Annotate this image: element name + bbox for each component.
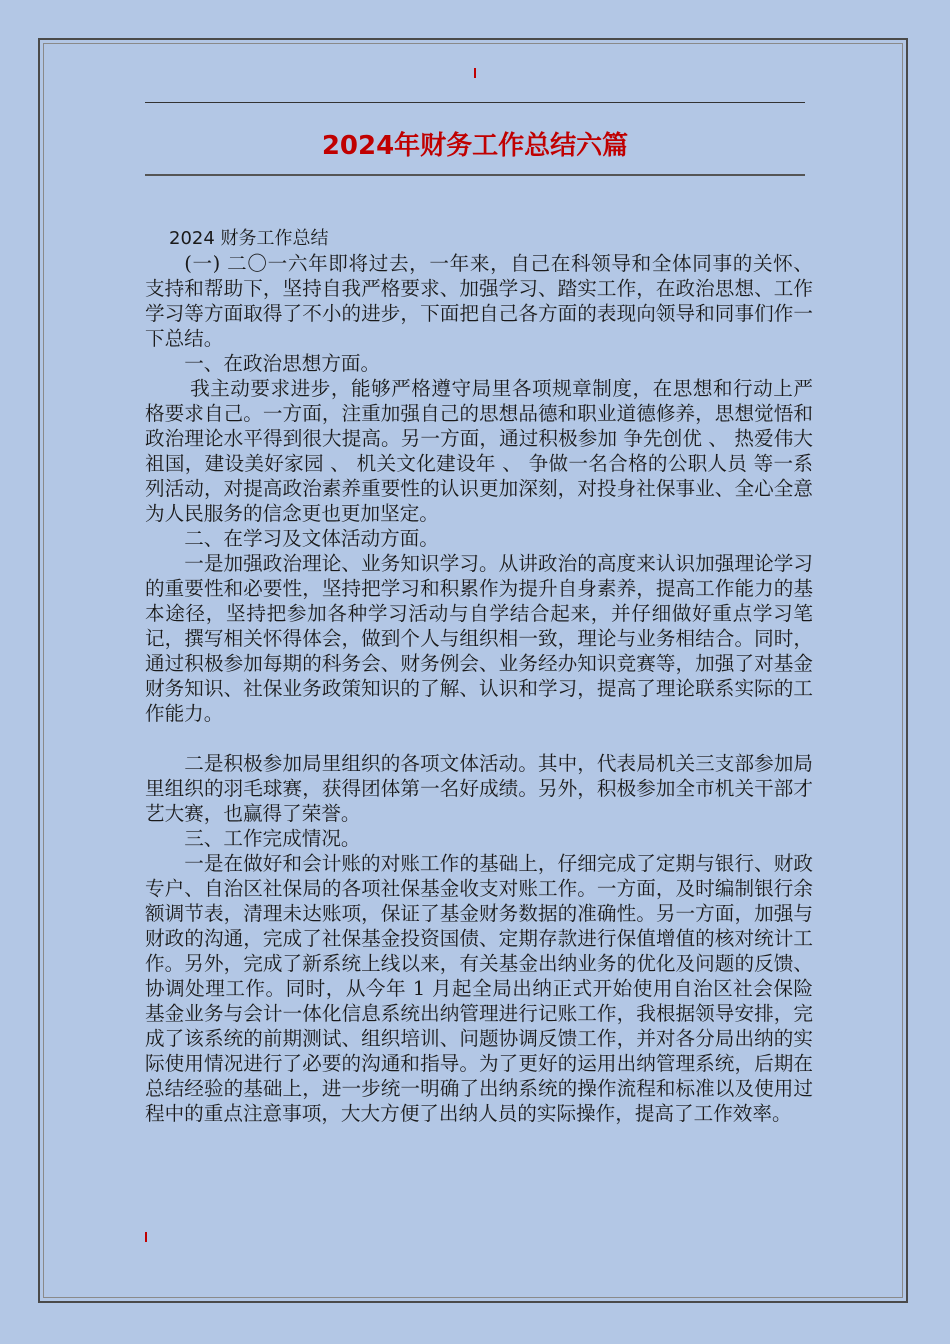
- document-body: [145, 226, 813, 1126]
- paragraph-work: 一是在做好和会计账的对账工作的基础上，仔细完成了定期与银行、财政专户、自治区社保局的各项社保基金收支对账工作。一方面，及时编制银行余额调节表，清理未达账项，保证了基金财务数据的准确性。另一方面，加强与财政的沟通，完成了社保基金投资国债、定期存款进行保值增值的核对统计工作。另外，完成了新系统上线以来，有关基金出纳业务的优化及问题的反馈、协调处理工作。同时，从今年 1 月起全局出纳正式开始使用自治区社会保险基金业务与会计一体化信息系统出纳管理进行记账工作，我根据领导安排，完成了该系统的前期测试、组织培训、问题协调反馈工作，并对各分局出纳的实际使用情况进行了必要的沟通和指导。为了更好的运用出纳管理系统，后期在总结经验的基础上，进一步统一明确了出纳系统的操作流程和标准以及使用过程中的重点注意事项，大大方便了出纳人员的实际操作，提高了工作效率。: [145, 852, 813, 1125]
- subheading-politics: 一、在政治思想方面。: [184, 352, 381, 375]
- subheading-work: 三、工作完成情况。: [184, 827, 361, 850]
- section-heading: 2024 财务工作总结: [169, 228, 329, 249]
- paragraph-study: 一是加强政治理论、业务知识学习。从讲政治的高度来认识加强理论学习的重要性和必要性，坚持把学习和积累作为提升自身素养，提高工作能力的基本途径，坚持把参加各种学习活动与自学结合起来，并仔细做好重点学习笔记，撰写相关怀得体会，做到个人与组织相一致，理论与业务相结合。同时，通过积极参加每期的科务会、财务例会、业务经办知识竞赛等，加强了对基金财务知识、社保业务政策知识的了解、认识和学习，提高了理论联系实际的工作能力。: [145, 552, 813, 725]
- paragraph-politics: 我主动要求进步，能够严格遵守局里各项规章制度，在思想和行动上严格要求自己。一方面，注重加强自己的思想品德和职业道德修养，思想觉悟和政治理论水平得到很大提高。另一方面，通过积极参加 争先创优 、 热爱伟大祖国，建设美好家园 、 机关文化建设年 、 争做一名合格的公职人员 等一系列活动，对提高政治素养重要性的认识更加深刻，对投身社保事业、全心全意为人民服务的信念更也更加坚定。: [145, 377, 813, 525]
- header-cursor-mark: [474, 68, 476, 78]
- title-rule-top: [145, 102, 805, 103]
- paragraph-intro: (一) 二〇一六年即将过去，一年来，自己在科领导和全体同事的关怀、支持和帮助下，坚持自我严格要求、加强学习、踏实工作，在政治思想、工作学习等方面取得了不小的进步，下面把自己各方面的表现向领导和同事们作一下总结。: [145, 252, 813, 350]
- paragraph-gap: [145, 726, 813, 751]
- subheading-study: 二、在学习及文体活动方面。: [184, 527, 439, 550]
- title-rule-bottom: [145, 174, 805, 176]
- footer-cursor-mark: [145, 1232, 147, 1242]
- document-title: 2024年财务工作总结六篇: [321, 131, 629, 161]
- paragraph-activities: 二是积极参加局里组织的各项文体活动。其中，代表局机关三支部参加局里组织的羽毛球赛，获得团体第一名好成绩。另外，积极参加全市机关干部才艺大赛，也赢得了荣誉。: [145, 752, 813, 825]
